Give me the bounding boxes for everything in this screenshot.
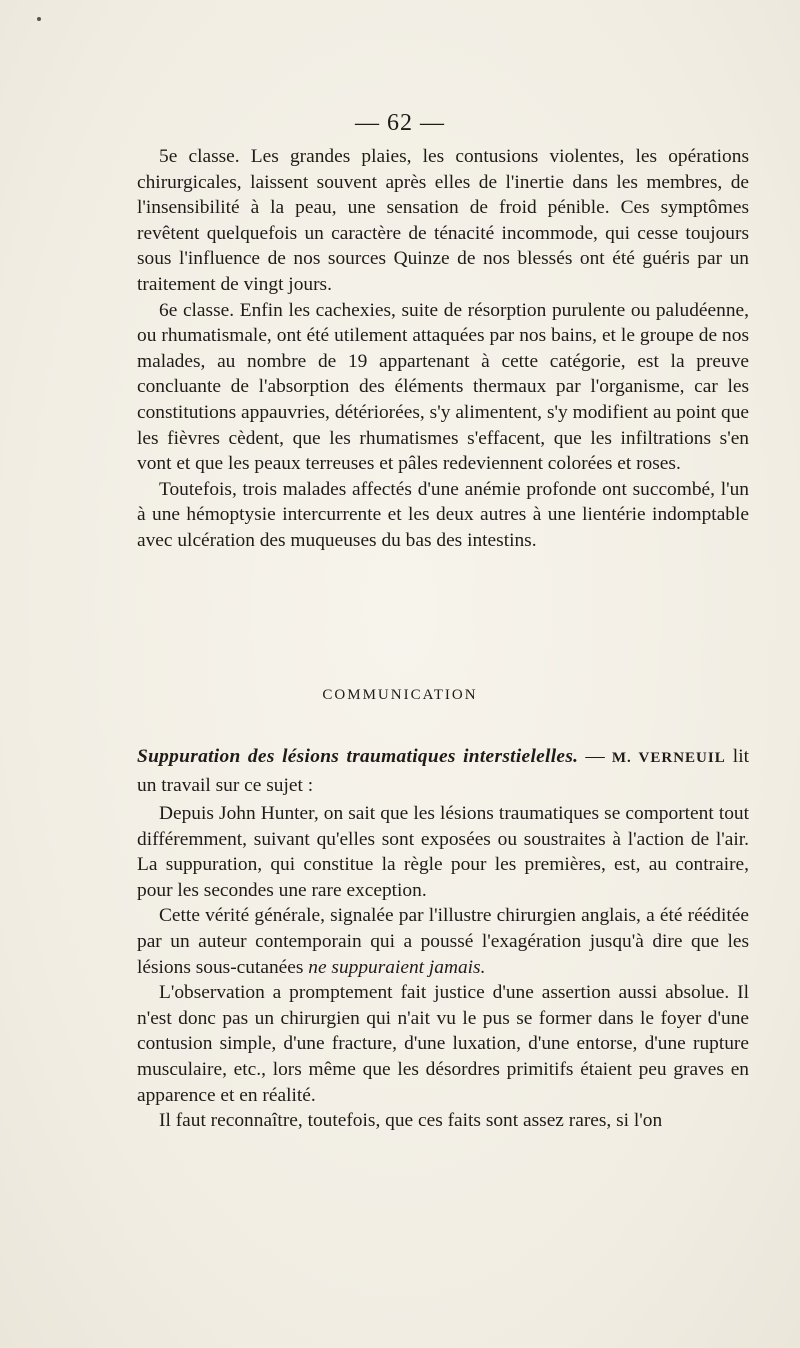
paragraph-6e-classe: 6e classe. Enfin les cachexies, suite de résorption purulente ou paludéenne, ou rhumatismale, ont été utilement attaquées par nos bains, et le groupe de nos malades, au nombre de 19 appartenant à cette catégorie, est la preuve concluante de l'absorption des éléments thermaux par l'organisme, car les constitutions appauvries, détériorées, s'y alimentent, s'y modifient au point que les fièvres cèdent, que les rhumatismes s'effacent, que les infiltrations s'en vont et que les peaux terreuses et pâles redeviennent colorées et roses. — [137, 299, 749, 475]
paragraph-verite-text: Cette vérité générale, signalée par l'illustre chirurgien anglais, a été rééditée par un auteur contemporain qui a poussé l'exagération jusqu'à dire que les lésions sous-cutanées — [137, 905, 749, 978]
body-text-bottom — [137, 801, 749, 1134]
page-number: — 62 — — [355, 110, 445, 136]
paragraph-john-hunter: Depuis John Hunter, on sait que les lésions traumatiques se comportent tout différemment, suivant qu'elles sont exposées ou soustraites à l'action de l'air. La suppuration, qui constitue la règle pour les premières, est, au contraire, pour les secondes une rare exception. — [137, 803, 749, 901]
communication-intro: lit un travail sur ce sujet : — [137, 746, 749, 796]
communication-subheading — [137, 743, 749, 800]
paragraph-observation: L'observation a promptement fait justice d'une assertion aussi absolue. Il n'est donc pas un chirurgien qui n'ait vu le pus se former dans le foyer d'une contusion simple, d'une fracture, d'une luxation, d'une entorse, d'une rupture musculaire, etc., lors même que les désordres primitifs étaient peu graves en apparence et en réalité. — [137, 982, 749, 1106]
title-dash: — — [578, 746, 605, 767]
ink-speck — [37, 17, 41, 21]
paragraph-il-faut: Il faut reconnaître, toutefois, que ces faits sont assez rares, si l'on — [159, 1110, 663, 1132]
paragraph-toutefois: Toutefois, trois malades affectés d'une anémie profonde ont succombé, l'un à une hémoptysie intercurrente et les deux autres à une lientérie indomptable avec ulcération des muqueuses du bas des intestins. — [137, 478, 749, 551]
section-heading: COMMUNICATION — [322, 687, 478, 703]
paragraph-verite-italic: ne suppuraient jamais. — [308, 956, 486, 978]
paragraph-5e-classe: 5e classe. Les grandes plaies, les contusions violentes, les opérations chirurgicales, laissent souvent après elles de l'inertie dans les membres, de l'insensibilité à la peau, une sensation de froid pénible. Ces symptômes revêtent quelquefois un caractère de ténacité incommode, qui cesse toujours sous l'influence de nos sources Quinze de nos blessés ont été guéris par un traitement de vingt jours. — [137, 146, 749, 295]
communication-title: Suppuration des lésions traumatiques interstielelles. — [137, 746, 579, 767]
body-text-top — [137, 144, 749, 554]
paragraph-verite-generale — [137, 903, 749, 980]
communication-author: M. VERNEUIL — [611, 750, 726, 766]
